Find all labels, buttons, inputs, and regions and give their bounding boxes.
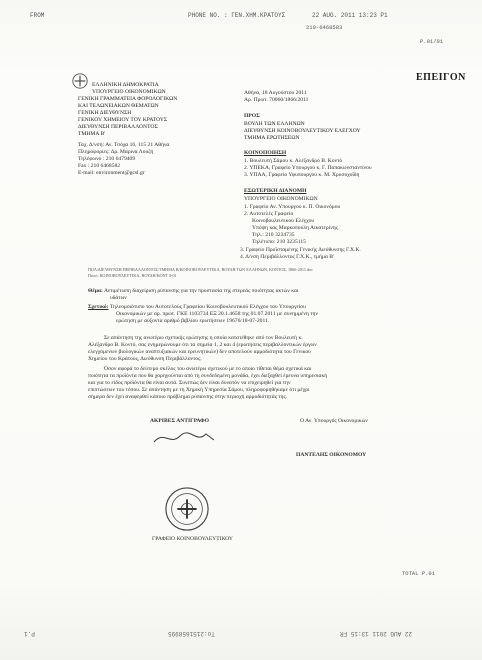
sender-contact: Ταχ. Δ/νση: Αν. Τσόχα 16, 115 21 Αθήνα — [78, 142, 170, 148]
subject-text-cont: υδάτων — [110, 295, 127, 301]
urgent-label: ΕΠΕΙΓΟΝ — [416, 72, 466, 83]
internal-line: Υπόψη κας Μαρκοπούλη Αικατερίνης — [252, 225, 338, 231]
sender-line: ΔΙΕΥΘΥΝΣΗ ΠΕΡΙΒΑΛΛΟΝΤΟΣ — [78, 124, 158, 130]
handwritten-signature-icon — [150, 428, 220, 448]
body-line: ποιότητα τα προϊόντα που θα χορηγούνται από τη συνδεδεμένη μονάδα, έχει διεξαχθεί έρευνα υπηρεσιακή — [88, 373, 328, 379]
total-pages: TOTAL P.01 — [402, 570, 436, 577]
certified-copy-label: ΑΚΡΙΒΕΣ ΑΝΤΙΓΡΑΦΟ — [150, 418, 209, 424]
official-seal-icon — [164, 486, 210, 532]
sender-line: ΓΕΝΙΚΟΥ ΧΗΜΕΙΟΥ ΤΟΥ ΚΡΑΤΟΥΣ — [78, 117, 168, 123]
fax-phone: PHONE NO. : ΓΕΝ.ΧΗΜ.ΚΡΑΤΟΥΣ — [188, 12, 286, 19]
recipient-heading: ΠΡΟΣ — [244, 113, 260, 119]
recipient-line: ΒΟΥΛΗ ΤΩΝ ΕΛΛΗΝΩΝ — [244, 121, 305, 127]
sender-contact: E-mail: environment@gcsl.gr — [78, 170, 145, 176]
sender-line: ΓΕΝΙΚΗ ΓΡΑΜΜΑΤΕΙΑ ΦΟΡΟΛΟΓΙΚΩΝ — [78, 96, 178, 102]
body-line: Χημείου του Κράτους, Διεύθυνση Περιβάλλοντος. — [88, 356, 202, 362]
internal-line: 3. Γραφείο Προϊσταμένης Γενικής Διεύθυνσης Γ.Χ.Κ. — [240, 247, 361, 253]
body-line: Σε απάντηση της ανωτέρω σχετικής ερώτησης η οποία κατατέθηκε από τον Βουλευτή κ. — [104, 335, 303, 341]
sender-contact: Fax : 210 6468582 — [78, 163, 121, 169]
bottom-fax-right: 22 AUG 2011 13:15 FR — [340, 630, 413, 637]
sender-line: ΤΜΗΜΑ Β' — [78, 131, 106, 137]
file-path: Ποσό: ΚΟΙΝΟΒΟΥΛΕΥΤΙΚΑ, ΒΟΥΛΗ/ΚΟΝΤ 0-01 — [88, 273, 177, 278]
fax-date: 22 AUG. 2011 13:23 P1 — [312, 12, 388, 19]
sender-line: ΕΛΛΗΝΙΚΗ ΔΗΜΟΚΡΑΤΙΑ — [92, 82, 159, 88]
internal-line: Τηλέτυπο: 210 3235115 — [252, 239, 306, 245]
signatory-name: ΠΑΝΤΕΛΗΣ ΟΙΚΟΝΟΜΟΥ — [296, 452, 367, 458]
sender-line: ΚΑΙ ΤΕΛΩΝΕΙΑΚΩΝ ΘΕΜΑΤΩΝ — [78, 103, 159, 109]
internal-ministry: ΥΠΟΥΡΓΕΙΟ ΟΙΚΟΝΟΜΙΚΩΝ — [244, 196, 318, 202]
related-text: Οικονομικών με αρ. πρωτ. ΓΚΕ 1103734 ΕΞ 20.1.4658 της 01.07.2011 με συνημμένη την — [116, 311, 318, 317]
internal-line: Τηλ.: 210 3234735 — [252, 232, 295, 238]
protocol-number: Αρ. Πρωτ. 70060/1866/2011 — [244, 97, 309, 103]
fax-number: 210-6468583 — [306, 24, 343, 31]
cc-line: 2. ΥΠΕΚΑ, Γραφείο Υπουργού κ. Γ. Παπακωνσταντίνου — [244, 165, 372, 171]
sender-line: ΥΠΟΥΡΓΕΙΟ ΟΙΚΟΝΟΜΙΚΩΝ — [92, 89, 166, 95]
related-text: Τηλεομοιότυπο του Αυτοτελούς Γραφείου Κοινοβουλευτικού Ελέγχου του Υπουργείου — [109, 304, 306, 310]
page-code: P.01/01 — [420, 38, 444, 45]
cc-line: 1. Βουλευτή Σάμου κ. Αλέξανδρο Β. Κοντό — [244, 158, 343, 164]
file-path: ΠΟΛ/ΔΙΕΥΘΥΝΣΗ ΠΕΡΙΒΑΛΛΟΝΤΟΣ/ΤΜΗΜΑ Β/ΚΟΙΝΟΒΟΥΛΕΥΤΙΚΑ, ΒΟΥΛΗ ΤΩΝ ΕΛΛΗΝΩΝ, ΚΟΝΤΟΣ, 1866-2011.doc — [88, 267, 314, 272]
subject-text: Αντιμέτωπη διαχείριση ρύπανσης για την προστασία της στερεάς ποιότητας ακτών και — [104, 288, 299, 294]
recipient-line: ΔΙΕΥΘΥΝΣΗ ΚΟΙΝΟΒΟΥΛΕΥΤΙΚΟΥ ΕΛΕΓΧΟΥ — [244, 128, 361, 134]
body-line: Όσον αφορά το δεύτερο σκέλος του ανωτέρω σχετικού με το οποίο τίθεται θέμα σχετικά και — [104, 366, 312, 372]
sender-contact: Τηλέφωνο : 210 6479409 — [78, 156, 136, 162]
related — [88, 304, 306, 311]
bottom-fax-center: Το:2151658995 — [168, 630, 215, 637]
signatory-role: Ο Αν. Υπουργός Οικονομικών — [300, 418, 368, 424]
body-line: επιπτώσεων του τόπου. Σε απάντηση με τη Χημική Υπηρεσία Σάμου, πληροφορηθήκαμε ότι μέχρι — [88, 387, 310, 393]
body-line: σήμερα δεν έχει αναφερθεί κάποιο πρόβλημα ρύπανσης στην περιοχή αρμοδιότητάς της. — [88, 394, 288, 400]
recipient-line: ΤΜΗΜΑ ΕΡΩΤΗΣΕΩΝ — [244, 135, 300, 141]
document-date: Αθήνα, 18 Αυγούστου 2011 — [244, 90, 307, 96]
body-line: και για το είδος προϊόντα θα είναι αυτά. Συνεπώς δεν είναι δυνατόν να επιχειρηθεί για την — [88, 380, 291, 386]
seal-label: ΓΡΑΦΕΙΟ ΚΟΙΝΟΒΟΥΛΕΥΤΙΚΟΥ — [152, 536, 233, 542]
related-label: Σχετικό: — [88, 304, 109, 310]
cc-heading: ΚΟΙΝΟΠΟΙΗΣΗ — [244, 150, 287, 156]
internal-line: 1. Γραφείο Αν. Υπουργού κ. Π. Οικονόμου — [244, 204, 341, 210]
cc-line: 3. ΥΠΑΑ, Γραφείο Υφυπουργού κ. Μ. Χρυσοχοΐδη — [244, 172, 360, 178]
internal-line: Κοινοβουλευτικού Ελέγχου — [252, 218, 315, 224]
greek-emblem-icon — [71, 72, 89, 90]
body-line: Αλέξανδρο Β. Κοντό, σας ενημερώνουμε ότι τα σημεία 1, 2 και 4 (ερωτήσεις περιβαλλοντικών έργων — [88, 342, 317, 348]
sender-line: ΓΕΝΙΚΗ ΔΙΕΥΘΥΝΣΗ — [78, 110, 132, 116]
fax-from: FROM — [30, 12, 45, 19]
internal-line: 4. Δ/νση Περιβάλλοντος Γ.Χ.Κ., τμήμα Β' — [240, 254, 335, 260]
sender-contact: Πληροφορίες: Δρ. Μαρινα Λουζή — [78, 149, 154, 155]
internal-line: 2. Αυτοτελές Γραφείο — [244, 211, 294, 217]
internal-heading: ΕΣΩΤΕΡΙΚΗ ΔΙΑΝΟΜΗ — [244, 188, 307, 194]
bottom-fax-left: P.1 — [24, 630, 35, 637]
related-text: ερώτηση με αύξοντα αριθμό βιβλίου ερωτήσεων 19676/18-07-2011. — [116, 318, 270, 324]
body-line: ελεγχόμενων βιολογικών αναπτυξιακών και ερευνητικών) δεν αποτελούν αρμοδιότητα του Γενικού — [88, 349, 311, 355]
subject-label: Θέμα: — [88, 288, 103, 294]
subject — [88, 288, 298, 295]
